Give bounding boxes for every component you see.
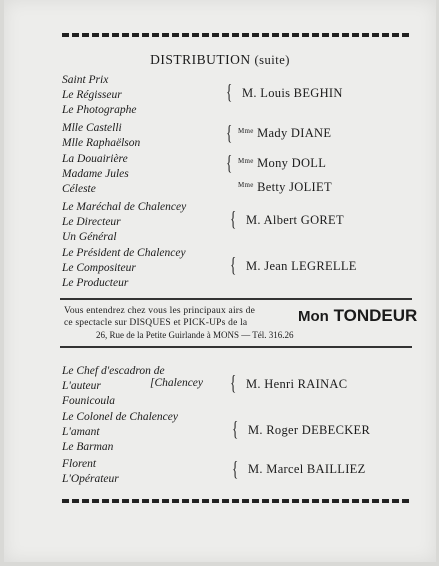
grouping-brace: { — [226, 79, 233, 104]
role-name: Le Président de Chalencey — [62, 247, 186, 259]
role-name: Le Barman — [62, 441, 114, 453]
actor-fullname: Louis BEGHIN — [260, 86, 343, 100]
role-name: Le Colonel de Chalencey — [62, 411, 178, 423]
program-page — [4, 0, 436, 562]
role-name: Un Général — [62, 231, 117, 243]
role-name: Le Photographe — [62, 104, 137, 116]
role-name: Le Régisseur — [62, 89, 122, 101]
role-name: Céleste — [62, 183, 96, 195]
role-name: Le Chef d'escadron de — [62, 365, 165, 377]
role-name: Founicoula — [62, 395, 116, 407]
actor-fullname: Betty JOLIET — [257, 180, 332, 194]
actor-title: M. — [246, 259, 261, 273]
role-name: L'Opérateur — [62, 473, 119, 485]
grouping-brace: { — [226, 150, 233, 175]
actor-name — [248, 423, 370, 438]
actor-name — [238, 180, 332, 195]
role-name: Le Maréchal de Chalencey — [62, 201, 187, 213]
role-name: L'auteur — [62, 380, 101, 392]
actor-fullname: Henri RAINAC — [264, 377, 348, 391]
role-name: Mlle Raphaëlson — [62, 137, 141, 149]
actor-fullname: Roger DEBECKER — [266, 423, 371, 437]
actor-name — [246, 259, 357, 274]
actor-name — [248, 462, 366, 477]
grouping-brace: { — [226, 120, 233, 145]
advert-address: 26, Rue de la Petite Guirlande à MONS — Tél. 316.26 — [96, 330, 294, 340]
actor-name — [242, 86, 343, 101]
actor-title: Mme — [238, 127, 254, 135]
heading-suite: (suite) — [254, 53, 290, 67]
grouping-brace: { — [230, 206, 237, 231]
actor-fullname: Marcel BAILLIEZ — [266, 462, 366, 476]
role-name: Florent — [62, 458, 97, 470]
role-name: Le Directeur — [62, 216, 121, 228]
grouping-brace: { — [232, 456, 239, 481]
actor-fullname: Albert GORET — [263, 213, 344, 227]
advert-line-1: Vous entendrez chez vous les principaux airs de — [64, 306, 255, 316]
actor-fullname: Jean LEGRELLE — [264, 259, 357, 273]
grouping-brace: { — [230, 252, 237, 277]
role-continuation: [Chalencey — [150, 377, 204, 389]
actor-name — [246, 377, 347, 392]
role-name: Saint Prix — [62, 74, 109, 86]
grouping-brace: { — [232, 416, 239, 441]
role-name: Mlle Castelli — [62, 122, 122, 134]
role-name: L'amant — [62, 426, 100, 438]
advert-bottom-rule — [60, 346, 412, 348]
grouping-brace: { — [230, 370, 237, 395]
advert-top-rule — [60, 298, 412, 300]
advert-brand-prefix: Mon — [298, 308, 329, 325]
actor-name — [246, 213, 344, 228]
actor-title: Mme — [238, 157, 254, 165]
role-name: Madame Jules — [62, 168, 129, 180]
actor-name — [238, 126, 331, 141]
advert-brand-name: TONDEUR — [333, 306, 418, 325]
role-name: Le Producteur — [62, 277, 129, 289]
advert-line-2: ce spectacle sur DISQUES et PICK-UPs de la — [64, 318, 248, 328]
actor-title: M. — [246, 213, 261, 227]
heading-title: DISTRIBUTION — [150, 52, 251, 67]
actor-title: M. — [242, 86, 257, 100]
actor-title: M. — [248, 462, 263, 476]
role-name: Le Compositeur — [62, 262, 136, 274]
actor-title: M. — [246, 377, 261, 391]
page-heading — [4, 52, 436, 68]
actor-title: Mme — [238, 181, 254, 189]
actor-fullname: Mady DIANE — [257, 126, 332, 140]
top-dashed-rule — [62, 33, 412, 37]
bottom-dashed-rule — [62, 499, 412, 503]
actor-name — [238, 156, 326, 171]
role-name: La Douairière — [62, 153, 128, 165]
actor-fullname: Mony DOLL — [257, 156, 327, 170]
actor-title: M. — [248, 423, 263, 437]
advert-brand — [298, 306, 417, 326]
